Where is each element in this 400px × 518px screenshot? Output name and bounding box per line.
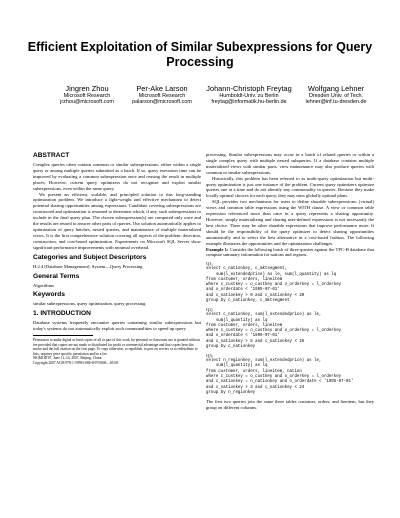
author-affiliation: Humboldt-Univ. zu Berlin [219, 93, 279, 99]
author-email: palarson@microsoft.com [132, 99, 192, 106]
author-2 [124, 84, 200, 106]
author-affiliation: Microsoft Research [138, 93, 186, 99]
right-column [206, 152, 374, 411]
query-2-label: Q2: [206, 307, 213, 313]
author-affiliation: Microsoft Research [63, 93, 111, 99]
abstract-heading: ABSTRACT [33, 152, 70, 159]
author-name: Per-Ake Larson [136, 84, 188, 93]
author-1 [52, 84, 122, 106]
author-name: Johann-Christoph Freytag [206, 84, 292, 93]
left-column [33, 152, 201, 365]
query-1-label: Q1: [206, 261, 213, 267]
keywords-heading: Keywords [33, 291, 65, 299]
paper-title: Efficient Exploitation of Similar Subexpressions for Query Processing [27, 40, 373, 69]
keywords-text: similar subexpressions, query optimization, query processing [33, 301, 146, 307]
author-block [0, 84, 400, 114]
right-closing-paragraph: The first two queries join the same three tables customer, orders, and lineitem, but they group on different columns. [206, 399, 374, 411]
query-2-code: select c_nationkey, sum(l_extendedprice) as le, sum(l_quantity) as lq from customer, orders, lineitem where c_custkey = o_custkey and o_orderkey = l_orderkey and o_orderdate < '1995-07-01' and c_nationkey > 5 and c_nationkey < 25 group by c_nationkey [206, 313, 342, 349]
introduction-paragraph: Database systems frequently encounter queries containing similar subexpressions but today's systems do not automatically exploit such commonalities to speed up query [33, 320, 201, 332]
author-email: lehner@inf.tu-dresden.de [305, 99, 367, 106]
right-paragraph-3: SQL provides two mechanisms for users to define sharable subexpressions: (virtual) views and common table expressions using the WITH clause. A view or common table expression referenced more than once in a query represents a sharing opportunity. However, simply materializing and sharing user-defined expressions is not necessarily the best choice. There may be other sharable expressions that improve performance more. It should be the responsibility of the query optimizer to detect sharing opportunities automatically and to select the best alternative in a cost-based fashion. The following example illustrates the opportunities and the optimization challenges. [206, 199, 374, 246]
right-paragraph-1: processing. Similar subexpressions may occur in a batch of related queries or within a single complex query with multiple nested subqueries. If a database contains multiple materialized views with similar parts, view maintenance may also produce queries with common or similar subexpressions. [206, 152, 374, 175]
author-email: freytag@informatik.hu-berlin.de [211, 99, 287, 106]
introduction-heading: 1. INTRODUCTION [33, 310, 91, 318]
abstract-paragraph-2: We present an efficient, scalable, and principled solution to this long-standing optimization problem. We introduce a light-weight and effective mechanism to detect potential sharing opportunities among expressions. Candidate covering subexpressions are constructed and optimization is resumed to determine which, if any, such subexpressions to include in the final query plan. The chosen subexpression(s) are computed only once and the results are reused to answer other parts of queries. Our solution automatically applies to optimization of query batches, nested queries, and maintenance of multiple materialized views. It is the first comprehensive solution covering all aspects of the problem: detection, construction, and cost-based optimization. Experiments on Microsoft SQL Server show significant performance improvements with minimal overhead. [33, 191, 202, 250]
author-email: jrzhou@microsoft.com [60, 99, 114, 106]
abstract-paragraph-1: Complex queries often contain common or similar subexpressions, either within a single query or among multiple queries submitted as a batch. If so, query execution time can be improved by evaluating a common subexpression once and reusing the result in multiple places. However, current query optimizers do not recognize and exploit similar subexpressions, even within the same query. [33, 162, 201, 191]
query-3-label: Q3: [206, 353, 213, 359]
query-1-code: select c_nationkey, c_mktsegment, sum(l_extendedprice) as le, sum(l_quantity) as lq from customer, orders, lineitem where c_custkey = o_custkey and o_orderkey = l_orderkey and o_orderdate < '1995-07-01' and c_nationkey > 0 and c_nationkey < 20 group by c_nationkey, c_mktsegment [206, 267, 342, 303]
author-affiliation: Dresden Univ. of Tech. [308, 93, 364, 99]
example-label: Example 1: [206, 246, 229, 252]
author-3 [200, 84, 298, 106]
categories-heading: Categories and Subject Descriptors [33, 253, 147, 261]
author-name: Jingren Zhou [65, 84, 109, 93]
categories-text: H.2.4 [Database Management]: System—Query Processing [33, 263, 143, 269]
author-4 [298, 84, 374, 106]
query-3-code: select n_regionkey, sum(l_extendedprice) as le, sum(l_quantity) as lq from customer, orders, lineitem, nation where c_custkey = o_custkey and o_orderkey = l_orderkey and c_nationkey = n_nationkey and o_orderdate < '1995-07-01' and c_nationkey > 3 and c_nationkey < 24 group by n_regionkey [206, 359, 354, 395]
example-text: Consider the following batch of three queries against the TPC-H database that compute summary information for nations and regions. [206, 246, 374, 258]
copyright-footnote: Permission to make digital or hard copies of all or part of this work for personal or classroom use is granted without fee provided that copies are not made or distributed for profit or commercial advantage and that copies bear this notice and the full citation on the first page. To copy otherwise, to republish, to post on servers or to redistribute to lists, requires prior specific permission and/or a fee. SIGMOD'07, June 11–14, 2007, Beijing, China. Copyright 2007 ACM 978-1-59593-686-8/07/0006 ...$5.00. [33, 338, 200, 365]
footnote-rule [33, 335, 93, 336]
general-terms-text: Algorithms [33, 282, 54, 288]
example-paragraph [206, 247, 374, 259]
right-paragraph-2: Historically, this problem has been referred to as multi-query optimization but multi-query optimization is just one instance of the problem. Current query optimizers optimize queries one at a time and do not identify any commonality in queries. Because they make locally optimal choices for each query, they may miss globally optimal plans. [206, 175, 374, 199]
author-name: Wolfgang Lehner [307, 84, 365, 93]
general-terms-heading: General Terms [33, 272, 80, 280]
